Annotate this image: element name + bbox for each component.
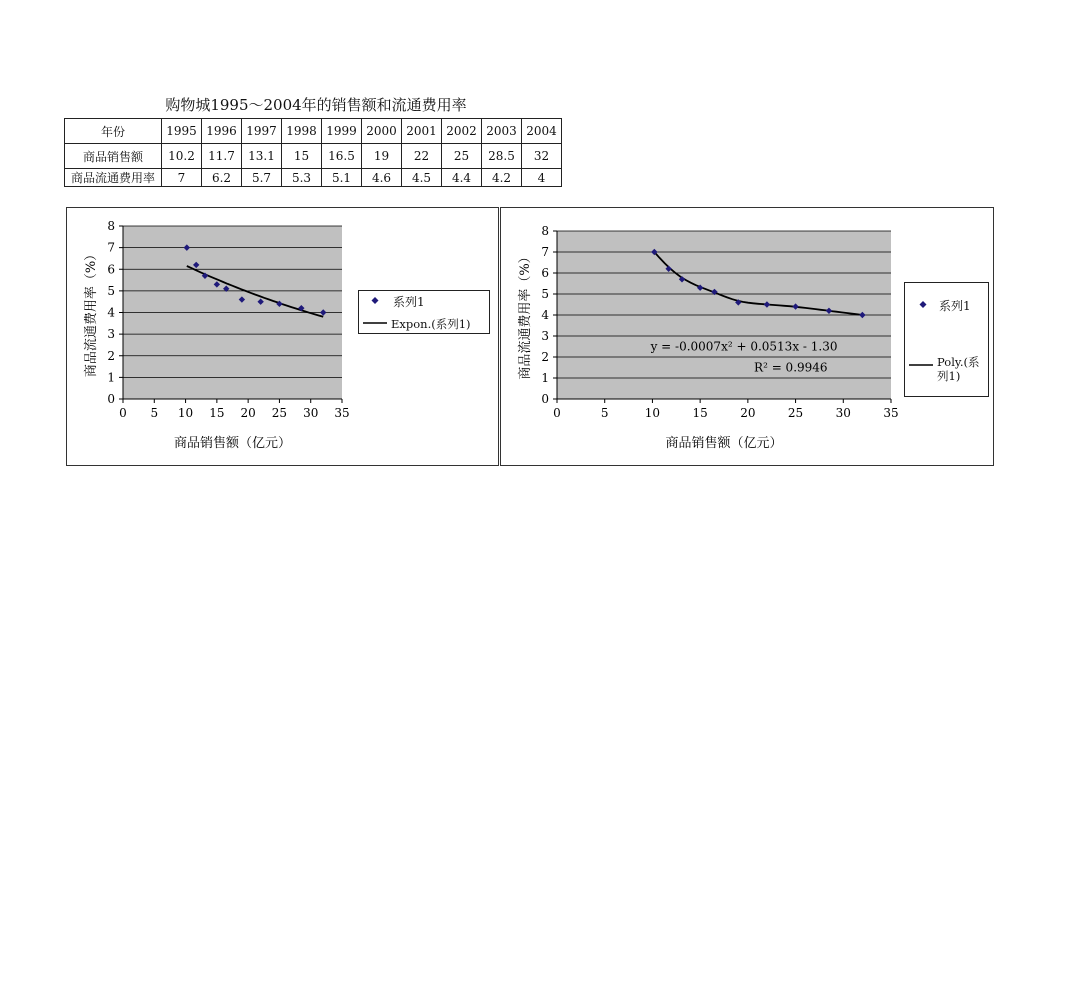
chart-1-legend [358,290,490,334]
year-cell: 2004 [522,119,562,144]
x-tick-label: 25 [271,406,288,420]
y-tick-label: 0 [107,392,115,406]
y-tick-label: 3 [541,329,549,343]
table-cell: 4.5 [402,169,442,187]
x-axis-label: 商品销售额（亿元） [173,436,292,451]
legend-series-label: 系列1 [393,295,425,309]
y-tick-label: 3 [107,327,115,342]
r-squared-label: R² = 0.9946 [754,360,828,375]
table-cell: 5.1 [322,169,362,187]
table-row [65,169,562,187]
table-cell: 7 [162,169,202,187]
x-tick-label: 10 [177,406,194,420]
table-cell: 25 [442,144,482,169]
table-cell: 32 [522,144,562,169]
table-cell: 4.6 [362,169,402,187]
legend-trend-label: Poly.(系列1) [937,355,980,383]
y-tick-label: 6 [541,266,549,280]
table-header-row [65,119,562,144]
y-tick-label: 5 [541,287,549,301]
year-cell: 1996 [202,119,242,144]
year-cell: 1999 [322,119,362,144]
table-cell: 19 [362,144,402,169]
table-cell: 22 [402,144,442,169]
table-cell: 15 [282,144,322,169]
year-cell: 2002 [442,119,482,144]
y-axis-label: 商品流通费用率（%） [84,247,99,378]
year-cell: 2000 [362,119,402,144]
x-tick-label: 30 [835,406,851,420]
table-cell: 4.4 [442,169,482,187]
x-tick-label: 35 [334,406,350,420]
table-cell: 11.7 [202,144,242,169]
chart-1-container [66,207,499,466]
table-cell: 6.2 [202,169,242,187]
x-tick-label: 20 [740,406,756,420]
y-tick-label: 2 [107,348,115,363]
x-tick-label: 5 [150,406,159,420]
y-tick-label: 7 [107,240,115,255]
chart-1-svg [67,208,498,465]
table-cell: 28.5 [482,144,522,169]
y-tick-label: 4 [541,308,549,322]
table-cell: 10.2 [162,144,202,169]
table-cell: 5.3 [282,169,322,187]
y-tick-label: 6 [107,262,115,277]
y-tick-label: 1 [107,370,115,385]
y-tick-label: 7 [541,245,549,259]
legend-trend-label: Expon.(系列1) [391,317,471,331]
table-cell: 13.1 [242,144,282,169]
x-tick-label: 15 [692,406,708,420]
table-cell: 4.2 [482,169,522,187]
x-tick-label: 25 [787,406,804,420]
y-tick-label: 8 [541,224,549,238]
data-table [64,118,562,187]
table-cell: 4 [522,169,562,187]
x-tick-label: 15 [209,406,225,420]
x-tick-label: 5 [600,406,609,420]
x-tick-label: 35 [883,406,899,420]
y-tick-label: 8 [107,219,115,233]
table-cell: 5.7 [242,169,282,187]
chart-2-legend [904,282,989,397]
trend-equation: y = -0.0007x² + 0.0513x - 1.30 [650,339,838,354]
y-tick-label: 4 [107,305,115,320]
x-tick-label: 20 [240,406,256,420]
x-tick-label: 30 [303,406,319,420]
y-tick-label: 2 [541,350,549,364]
y-tick-label: 1 [541,371,549,385]
x-tick-label: 0 [119,406,127,420]
chart-2-container [500,207,994,466]
x-tick-label: 10 [644,406,661,420]
y-tick-label: 5 [107,283,115,298]
year-cell: 1997 [242,119,282,144]
row-label: 商品流通费用率 [65,169,162,187]
x-axis-label: 商品销售额（亿元） [665,436,783,451]
legend-marker-icon [372,297,379,304]
legend-series-label: 系列1 [939,299,971,313]
year-cell: 1995 [162,119,202,144]
table-title: 购物城1995～2004年的销售额和流通费用率 [165,96,467,114]
y-tick-label: 0 [541,392,549,406]
row-label: 商品销售额 [65,144,162,169]
table-row [65,144,562,169]
header-label: 年份 [65,119,162,144]
year-cell: 2001 [402,119,442,144]
year-cell: 1998 [282,119,322,144]
x-tick-label: 0 [553,406,561,420]
y-axis-label: 商品流通费用率（%） [518,250,533,380]
table-cell: 16.5 [322,144,362,169]
legend-marker-icon [920,301,927,308]
year-cell: 2003 [482,119,522,144]
